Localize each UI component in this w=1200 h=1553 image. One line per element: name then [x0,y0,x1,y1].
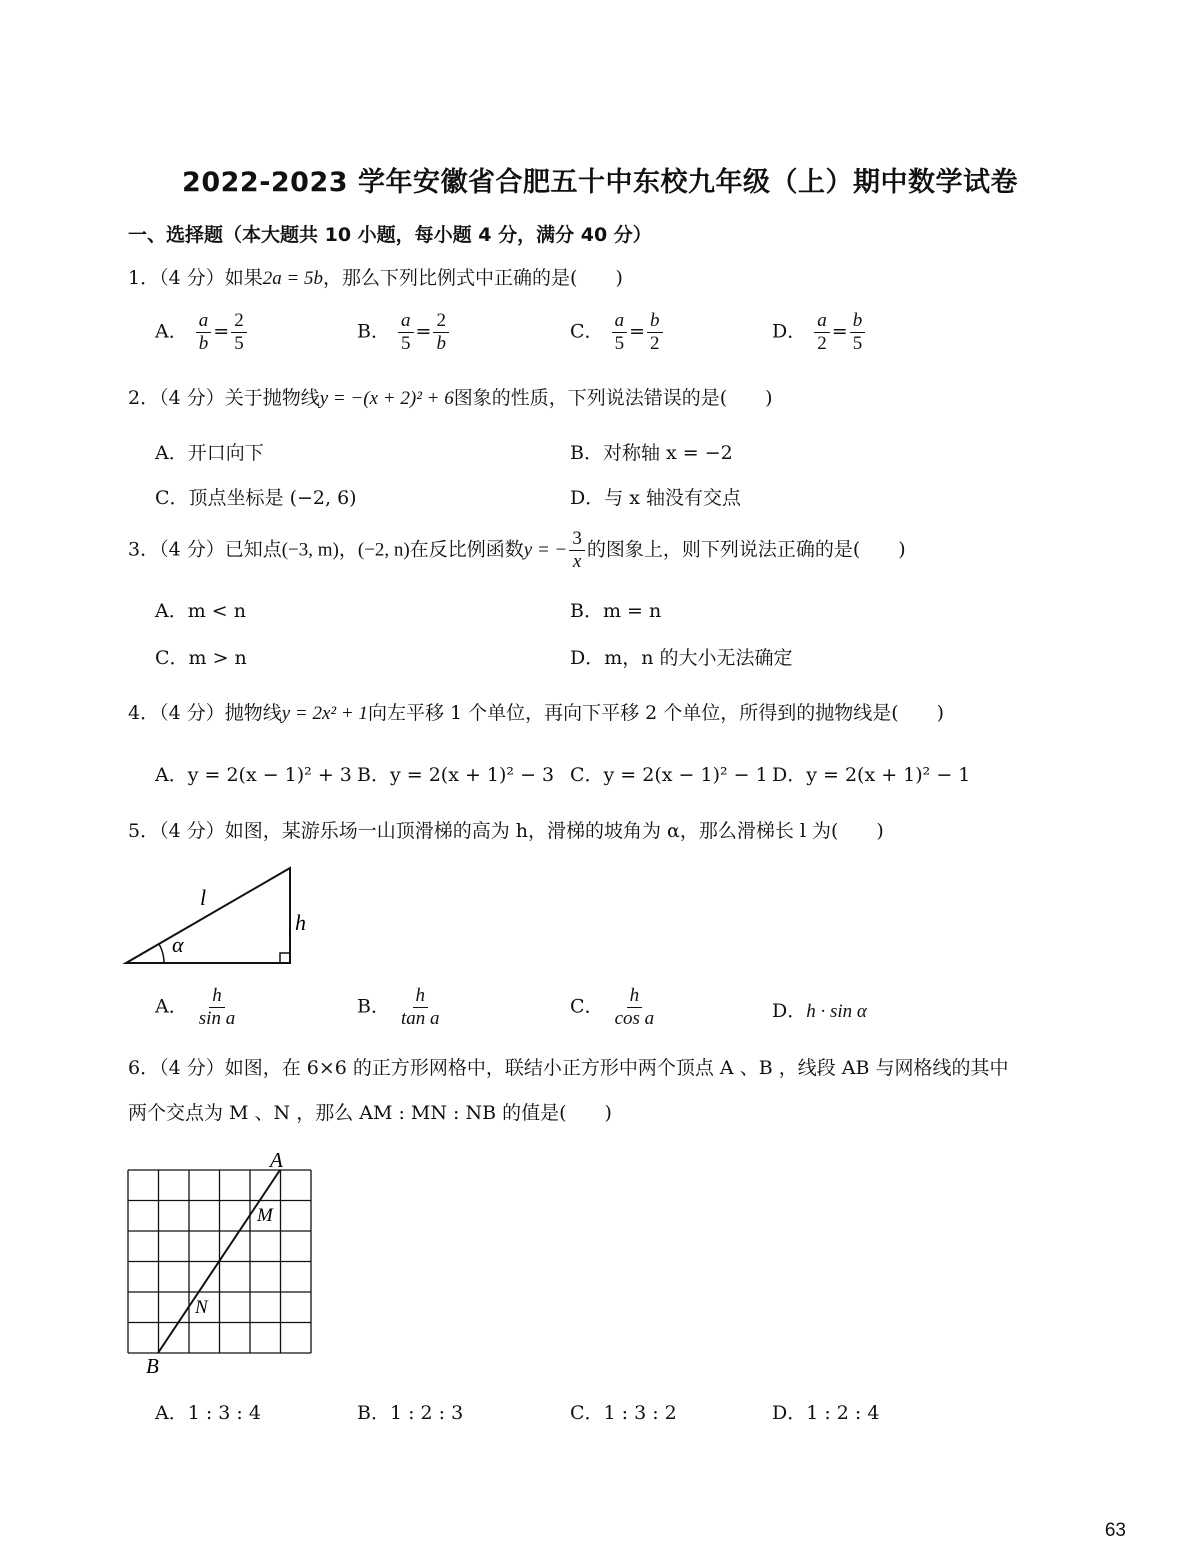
numerator: a [612,310,628,333]
label-h: h [295,910,306,935]
slide-triangle-figure [120,860,320,970]
q6-option-a[interactable]: A．1 : 3 : 4 [155,1402,261,1424]
numerator: h [627,985,643,1008]
denominator: sin a [198,1008,236,1029]
numerator: 2 [433,310,449,333]
q5-option-b[interactable] [357,985,445,1030]
q2-option-b[interactable]: B．对称轴 x = −2 [570,442,733,464]
q6-option-c[interactable]: C．1 : 3 : 2 [570,1402,677,1424]
numerator: b [647,310,663,333]
q5-option-c[interactable] [570,985,659,1030]
option-label: C． [570,995,604,1018]
q1-option-d[interactable]: D． $\frac{a}{2}$ = $\frac{b}{5}$ [772,310,867,355]
denominator: 5 [234,333,244,354]
label-alpha: α [172,932,184,957]
denominator: b [198,333,209,354]
fraction [196,310,212,355]
question-3-stem [128,528,906,573]
numerator: 3 [569,528,585,551]
grid-figure [120,1148,325,1380]
q3-stem-start: 3．（4 分）已知点 [128,538,282,561]
fraction [612,310,628,355]
q2-stem-end: 图象的性质，下列说法错误的是( ) [453,387,773,409]
q3-stem-mid: 在反比例函数 [409,538,524,561]
option-text: h · sin α [806,1001,867,1022]
denominator: b [436,333,446,354]
fraction [612,985,658,1030]
q2-option-a[interactable]: A．开口向下 [155,442,264,464]
page-title: 2022-2023 学年安徽省合肥五十中东校九年级（上）期中数学试卷 [182,167,1018,198]
q1-option-b[interactable]: B． $\frac{a}{5}$ = $\frac{2}{b}$ [357,310,451,355]
denominator: cos a [614,1008,655,1029]
angle-arc [159,944,164,963]
fraction [433,310,449,355]
denominator: 2 [817,333,827,354]
q3-option-c[interactable]: C．m > n [155,647,247,669]
denominator: 5 [852,333,863,354]
q4-option-a[interactable]: A．y = 2(x − 1)² + 3 [155,764,352,786]
question-4-stem [128,700,944,727]
numerator: 2 [231,310,247,333]
q5-option-d[interactable] [772,998,867,1025]
q2-option-d[interactable]: D．与 x 轴没有交点 [570,487,742,509]
q3-fraction [569,528,585,573]
label-n: N [195,1297,208,1318]
question-2-stem [128,385,773,412]
numerator: a [398,310,414,333]
q5-option-a[interactable] [155,985,240,1030]
denominator: x [572,551,582,572]
option-label: A． [155,320,188,343]
q1-stem-start: 1．（4 分）如果 [128,267,263,289]
fraction [196,985,238,1030]
right-angle-mark [280,953,290,963]
denominator: 5 [614,333,625,354]
option-label: D． [772,320,807,343]
denominator: 2 [650,333,660,354]
q4-option-c[interactable]: C．y = 2(x − 1)² − 1 [570,764,768,786]
question-1-stem [128,265,623,292]
option-label: A． [155,995,188,1018]
denominator: 5 [401,333,411,354]
q3-option-b[interactable]: B．m = n [570,600,662,622]
q1-option-a[interactable]: A． $\frac{a}{b}$ = $\frac{2}{5}$ [155,310,249,355]
q2-stem-start: 2．（4 分）关于抛物线 [128,387,320,409]
q6-option-d[interactable]: D．1 : 2 : 4 [772,1402,880,1424]
question-5-stem: 5．（4 分）如图，某游乐场一山顶滑梯的高为 h，滑梯的坡角为 α，那么滑梯长 l 为( ) [128,820,884,842]
option-label: C． [570,320,604,343]
q4-stem-end: 向左平移 1 个单位，再向下平移 2 个单位，所得到的抛物线是( ) [367,702,945,724]
numerator: h [413,985,429,1008]
q4-stem-start: 4．（4 分）抛物线 [128,702,282,724]
q4-expr: y = 2x² + 1 [281,703,368,724]
fraction [647,310,663,355]
page-number: 63 [1104,1520,1126,1541]
q4-option-b[interactable]: B．y = 2(x + 1)² − 3 [357,764,555,786]
section-heading: 一、选择题（本大题共 10 小题，每小题 4 分，满分 40 分） [128,224,652,246]
fraction [398,310,414,355]
option-label: D． [772,1000,807,1022]
option-label: B． [357,320,390,343]
denominator: tan a [401,1008,440,1029]
q1-option-c[interactable]: C． $\frac{a}{5}$ = $\frac{b}{2}$ [570,310,665,355]
fraction [850,310,866,355]
fraction [398,985,443,1030]
q6-option-b[interactable]: B．1 : 2 : 3 [357,1402,464,1424]
numerator: b [850,310,866,333]
q3-point-1: (−3, m) [281,539,339,561]
q1-expr: 2a = 5b [262,268,324,289]
label-a: A [270,1148,283,1172]
q2-option-c[interactable]: C．顶点坐标是 (−2, 6) [155,487,357,509]
q2-expr: y = −(x + 2)² + 6 [319,388,454,409]
question-6-stem-line-1: 6．（4 分）如图，在 6×6 的正方形网格中，联结小正方形中两个顶点 A 、B ，线段 AB 与网格线的其中 [128,1057,1009,1079]
q3-point-2: (−2, n) [357,539,410,561]
q4-option-d[interactable]: D．y = 2(x + 1)² − 1 [772,764,971,786]
fraction [231,310,247,355]
label-l: l [200,885,207,910]
numerator: a [196,310,212,333]
numerator: h [209,985,225,1008]
q3-stem-end: 的图象上，则下列说法正确的是( ) [586,538,906,561]
fraction [814,310,830,355]
q1-stem-end: ，那么下列比例式中正确的是( ) [323,267,623,289]
label-b: B [146,1354,159,1378]
option-label: B． [357,995,390,1018]
q3-func-prefix: y = − [523,539,568,561]
q3-separator: ， [338,538,358,561]
q3-option-d[interactable]: D．m，n 的大小无法确定 [570,647,793,669]
numerator: a [814,310,830,333]
label-m: M [257,1205,273,1226]
question-6-stem-line-2: 两个交点为 M 、N ，那么 AM : MN : NB 的值是( ) [128,1102,612,1124]
q3-option-a[interactable]: A．m < n [155,600,246,622]
triangle [126,868,290,963]
